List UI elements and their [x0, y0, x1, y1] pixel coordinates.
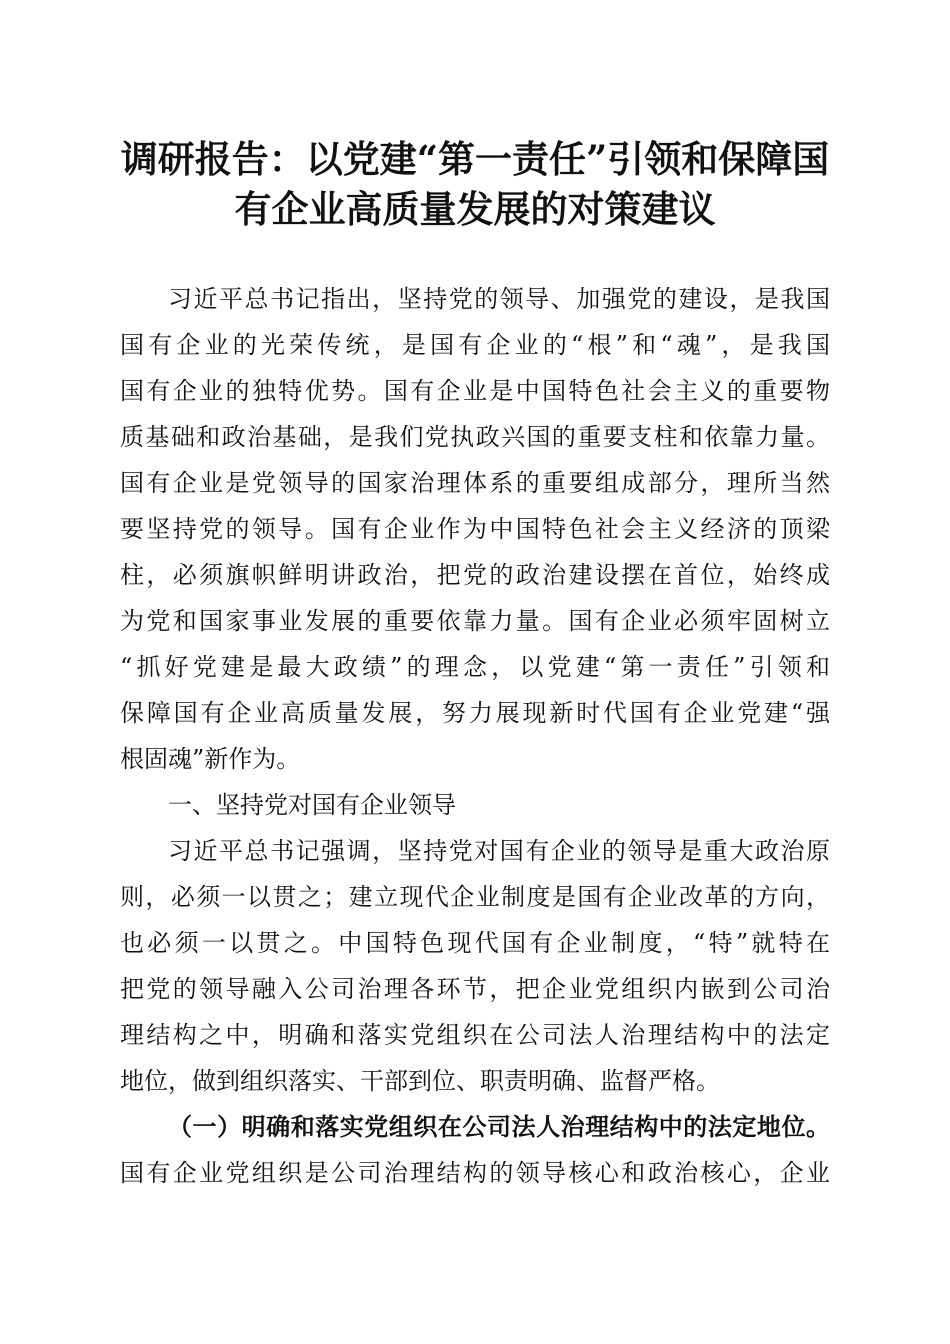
intro-paragraph-line: 保障国有企业高质量发展，努力展现新时代国有企业党建“强 — [120, 699, 830, 727]
document-title-line-1: 调研报告：以党建“第一责任”引领和保障国 — [120, 137, 830, 181]
intro-paragraph-line: 柱，必须旗帜鲜明讲政治，把党的政治建设摆在首位，始终成 — [120, 561, 830, 589]
section-paragraph-line: 习近平总书记强调，坚持党对国有企业的领导是重大政治原 — [168, 837, 830, 865]
intro-paragraph-line: 习近平总书记指出，坚持党的领导、加强党的建设，是我国 — [168, 285, 830, 313]
subsection-heading: （一）明确和落实党组织在公司法人治理结构中的法定地位。 — [168, 1112, 830, 1141]
section-heading: 一、坚持党对国有企业领导 — [168, 791, 456, 819]
section-paragraph-line: 地位，做到组织落实、干部到位、职责明确、监督严格。 — [120, 1067, 720, 1095]
section-paragraph-line: 也必须一以贯之。中国特色现代国有企业制度，“特”就特在 — [120, 929, 830, 957]
intro-paragraph-line: 国有企业是党领导的国家治理体系的重要组成部分，理所当然 — [120, 469, 830, 497]
intro-paragraph-line: 质基础和政治基础，是我们党执政兴国的重要支柱和依靠力量。 — [120, 423, 830, 451]
intro-paragraph-line: 国有企业的光荣传统，是国有企业的“根”和“魂”，是我国 — [120, 331, 830, 359]
intro-paragraph-line: 根固魂”新作为。 — [120, 745, 301, 773]
section-paragraph-line: 则，必须一以贯之；建立现代企业制度是国有企业改革的方向， — [120, 883, 830, 911]
intro-paragraph-line: 要坚持党的领导。国有企业作为中国特色社会主义经济的顶梁 — [120, 515, 830, 543]
section-paragraph-line: 把党的领导融入公司治理各环节，把企业党组织内嵌到公司治 — [120, 975, 830, 1003]
intro-paragraph-line: 为党和国家事业发展的重要依靠力量。国有企业必须牢固树立 — [120, 607, 830, 635]
intro-paragraph-line: “抓好党建是最大政绩”的理念，以党建“第一责任”引领和 — [120, 653, 830, 681]
subsection-paragraph-line: 国有企业党组织是公司治理结构的领导核心和政治核心，企业 — [120, 1159, 830, 1187]
document-title-line-2: 有企业高质量发展的对策建议 — [234, 187, 716, 231]
section-paragraph-line: 理结构之中，明确和落实党组织在公司法人治理结构中的法定 — [120, 1021, 830, 1049]
intro-paragraph-line: 国有企业的独特优势。国有企业是中国特色社会主义的重要物 — [120, 377, 830, 405]
